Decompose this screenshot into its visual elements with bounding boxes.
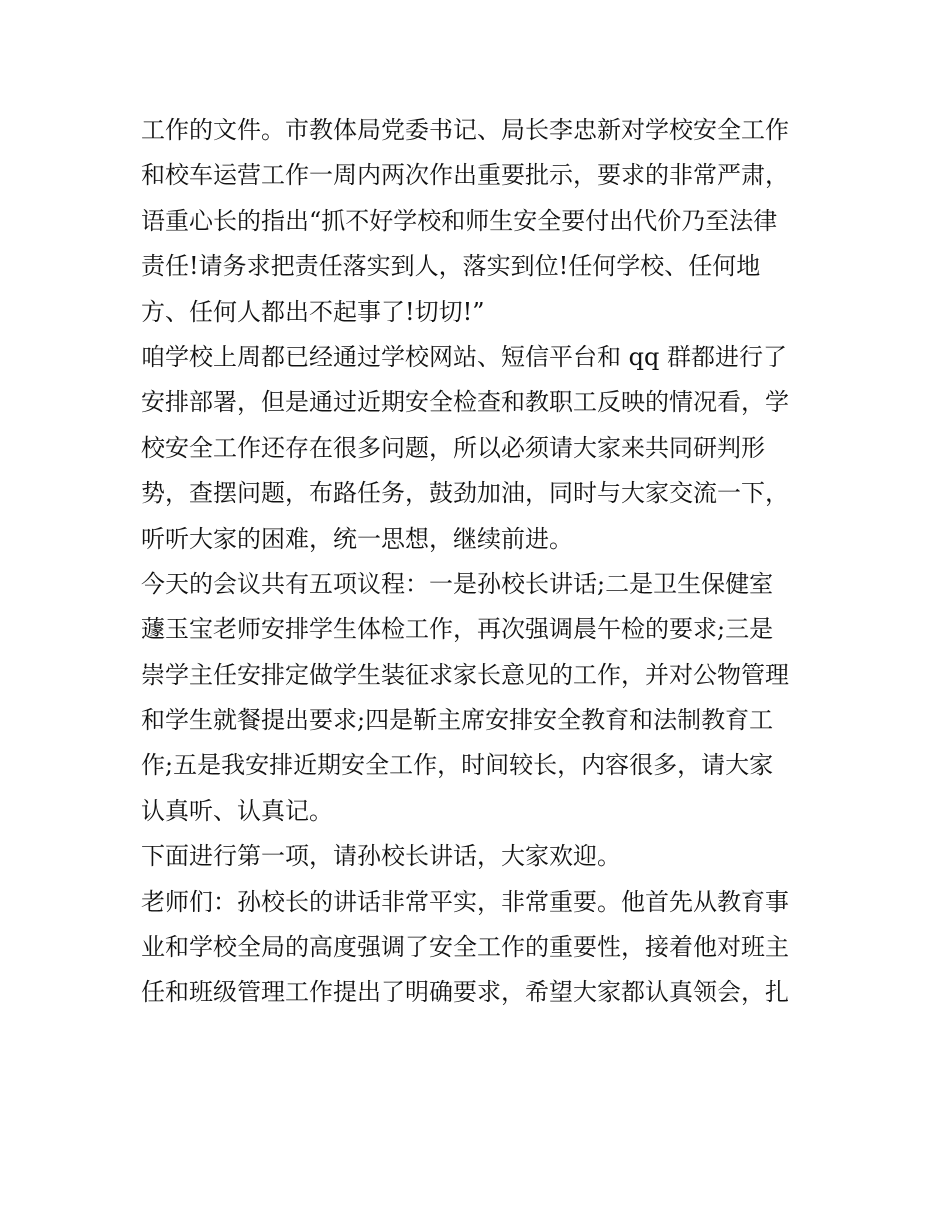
text-line: 下面进行第一项，请孙校长讲话，大家欢迎。: [141, 842, 621, 871]
text-line: 作;五是我安排近期安全工作，时间较长，内容很多，请大家: [141, 751, 774, 780]
text-line: 和学生就餐提出要求;四是靳主席安排安全教育和法制教育工: [141, 706, 774, 735]
text-line: 工作的文件。市教体局党委书记、局长李忠新对学校安全工作: [141, 116, 789, 144]
text-line: 方、任何人都出不起事了!切切!”: [141, 297, 485, 326]
text-line: 语重心长的指出“抓不好学校和师生安全要付出代价乃至法律: [141, 206, 778, 235]
text-line: 听听大家的困难，统一思想，继续前进。: [141, 524, 573, 553]
text-line: 校安全工作还存在很多问题，所以必须请大家来共同研判形: [141, 433, 765, 462]
text-line: 业和学校全局的高度强调了安全工作的重要性，接着他对班主: [141, 933, 789, 962]
text-line: 崇学主任安排定做学生装征求家长意见的工作，并对公物管理: [141, 660, 789, 689]
text-line: 老师们：孙校长的讲话非常平实，非常重要。他首先从教育事: [141, 887, 789, 916]
document-body: [141, 108, 821, 1016]
text-line: 和校车运营工作一周内两次作出重要批示，要求的非常严肃，: [141, 161, 789, 190]
text-line: 认真听、认真记。: [141, 796, 333, 825]
text-line: 势，查摆问题，布路任务，鼓劲加油，同时与大家交流一下，: [141, 479, 789, 508]
text-line: 责任!请务求把责任落实到人，落实到位!任何学校、任何地: [141, 252, 761, 281]
text-line: 今天的会议共有五项议程：一是孙校长讲话;二是卫生保健室: [141, 569, 774, 598]
text-line: 咱学校上周都已经通过学校网站、短信平台和 qq 群都进行了: [141, 342, 787, 371]
text-line: 安排部署，但是通过近期安全检查和教职工反映的情况看，学: [141, 388, 789, 417]
text-line: 蘧玉宝老师安排学生体检工作，再次强调晨午检的要求;三是: [141, 615, 774, 644]
text-line: 任和班级管理工作提出了明确要求，希望大家都认真领会，扎: [141, 978, 789, 1007]
